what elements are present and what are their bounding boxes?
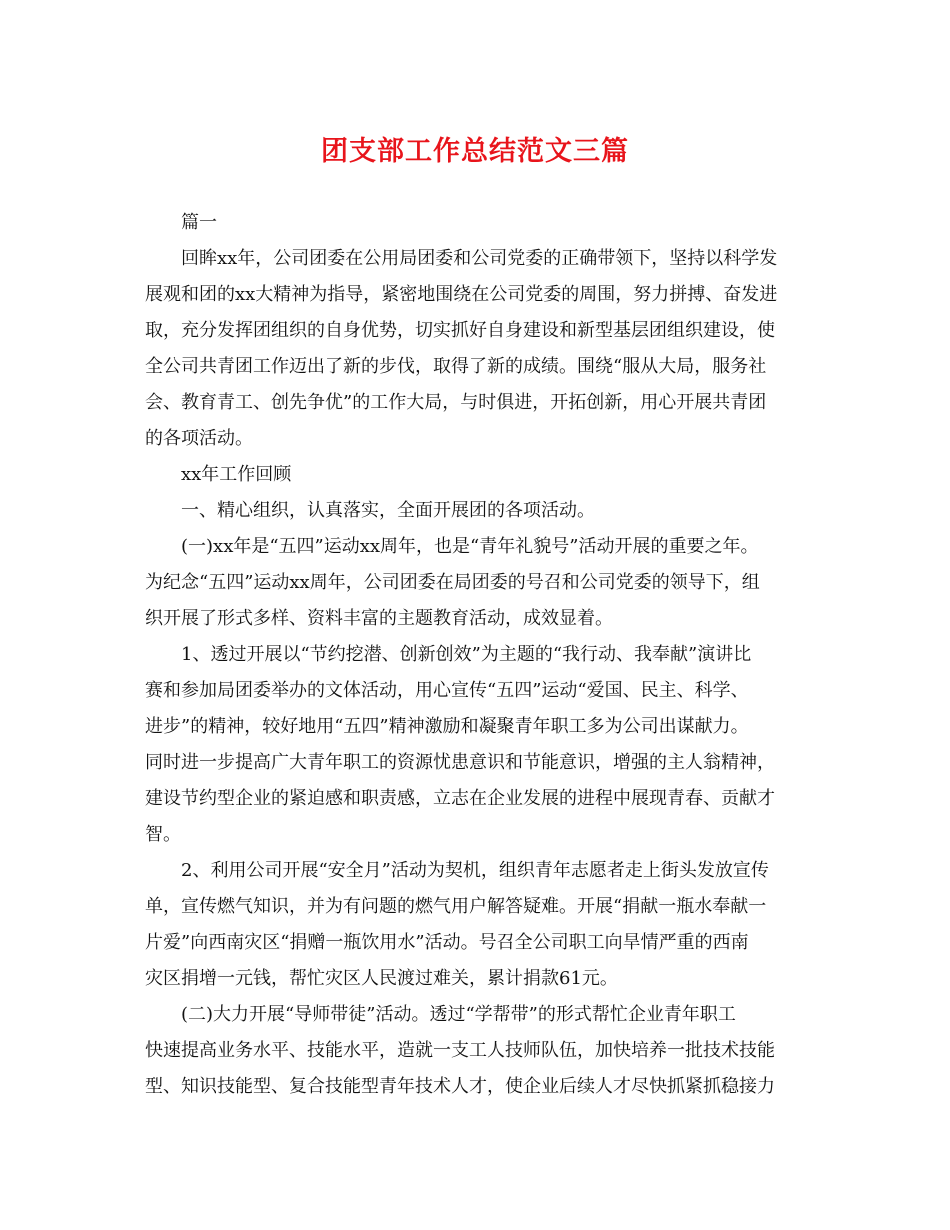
text-line: 单，宣传燃气知识，并为有问题的燃气用户解答疑难。开展“捐献一瓶水奉献一 <box>145 896 767 917</box>
paragraph <box>145 205 825 241</box>
paragraph <box>145 241 825 457</box>
paragraph <box>145 997 825 1105</box>
paragraph <box>145 529 825 637</box>
text-line: 一、精心组织，认真落实，全面开展团的各项活动。 <box>181 500 595 521</box>
text-line: 取，充分发挥团组织的自身优势，切实抓好自身建设和新型基层团组织建设，使 <box>145 320 775 341</box>
text-line: 赛和参加局团委举办的文体活动，用心宣传“五四”运动“爱国、民主、科学、 <box>145 680 749 701</box>
text-line: (一)xx年是“五四”运动xx周年，也是“青年礼貌号”活动开展的重要之年。 <box>181 536 759 557</box>
text-line: 型、知识技能型、复合技能型青年技术人才，使企业后续人才尽快抓紧抓稳接力 <box>145 1076 775 1097</box>
text-line: 片爱”向西南灾区“捐赠一瓶饮用水”活动。号召全公司职工向旱情严重的西南 <box>145 932 749 953</box>
document-title: 团支部工作总结范文三篇 <box>321 136 629 167</box>
paragraph <box>145 457 825 493</box>
text-line: (二)大力开展“导师带徒”活动。透过“学帮带”的形式帮忙企业青年职工 <box>181 1004 736 1025</box>
text-line: 展观和团的xx大精神为指导，紧密地围绕在公司党委的周围，努力拼搏、奋发进 <box>145 284 778 305</box>
text-line: 1、透过开展以“节约挖潜、创新创效”为主题的“我行动、我奉献”演讲比 <box>181 644 752 665</box>
text-line: 织开展了形式多样、资料丰富的主题教育活动，成效显着。 <box>145 608 613 629</box>
text-line: 同时进一步提高广大青年职工的资源忧患意识和节能意识，增强的主人翁精神， <box>145 752 775 773</box>
text-line: 智。 <box>145 824 181 845</box>
paragraph <box>145 853 825 997</box>
text-line: xx年工作回顾 <box>181 464 292 485</box>
text-line: 进步”的精神，较好地用“五四”精神激励和凝聚青年职工多为公司出谋献力。 <box>145 716 749 737</box>
paragraph <box>145 493 825 529</box>
document-body <box>145 205 825 1105</box>
text-line: 回眸xx年，公司团委在公用局团委和公司党委的正确带领下，坚持以科学发 <box>181 248 778 269</box>
paragraph <box>145 637 825 853</box>
text-line: 会、教育青工、创先争优”的工作大局，与时俱进，开拓创新，用心开展共青团 <box>145 392 767 413</box>
text-line: 全公司共青团工作迈出了新的步伐，取得了新的成绩。围绕“服从大局，服务社 <box>145 356 767 377</box>
text-line: 为纪念“五四”运动xx周年，公司团委在局团委的号召和公司党委的领导下，组 <box>145 572 760 593</box>
text-line: 快速提高业务水平、技能水平，造就一支工人技师队伍，加快培养一批技术技能 <box>145 1040 775 1061</box>
text-line: 篇一 <box>181 212 217 233</box>
text-line: 的各项活动。 <box>145 428 253 449</box>
text-line: 建设节约型企业的紧迫感和职责感，立志在企业发展的进程中展现青春、贡献才 <box>145 788 775 809</box>
text-line: 2、利用公司开展“安全月”活动为契机，组织青年志愿者走上街头发放宣传 <box>181 860 769 881</box>
text-line: 灾区捐增一元钱，帮忙灾区人民渡过难关，累计捐款61元。 <box>145 968 618 989</box>
